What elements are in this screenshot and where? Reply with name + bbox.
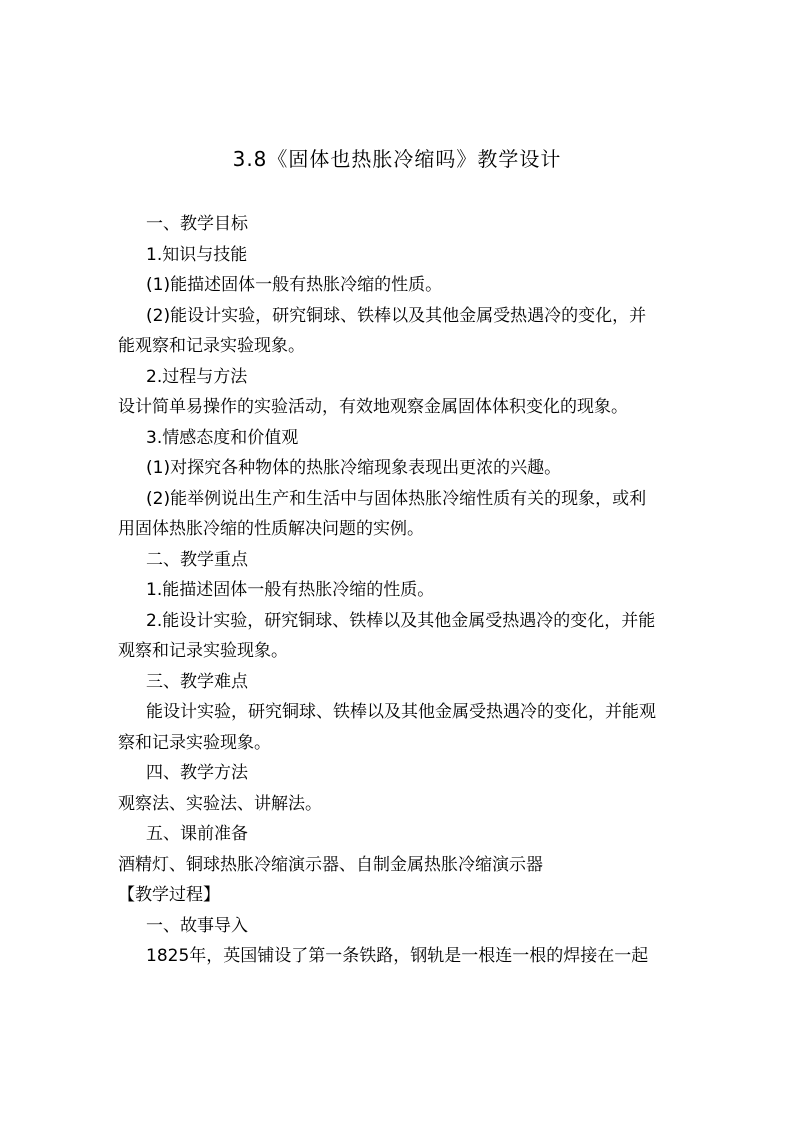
document-body — [118, 209, 698, 972]
subheading-story-intro: 一、故事导入 — [146, 915, 248, 936]
paragraph: (1)能描述固体一般有热胀冷缩的性质。 — [146, 275, 443, 295]
section-heading-key-points: 二、教学重点 — [146, 549, 248, 570]
paragraph-continuation: 察和记录实验现象。 — [118, 732, 271, 753]
section-heading-difficulties: 三、教学难点 — [146, 671, 248, 692]
paragraph-continuation: 观察和记录实验现象。 — [118, 641, 288, 661]
subheading-attitudes-values: 3.情感态度和价值观 — [146, 427, 299, 448]
paragraph: 1825年，英国铺设了第一条铁路，钢轨是一根连一根的焊接在一起 — [146, 946, 649, 966]
section-heading-methods: 四、教学方法 — [146, 763, 248, 783]
paragraph: (2)能举例说出生产和生活中与固体热胀冷缩性质有关的现象，或利 — [146, 488, 647, 509]
paragraph: 设计简单易操作的实验活动，有效地观察金属固体体积变化的现象。 — [118, 397, 628, 417]
paragraph-continuation: 能观察和记录实验现象。 — [118, 336, 305, 356]
paragraph: 能设计实验，研究铜球、铁棒以及其他金属受热遇冷的变化，并能观 — [146, 702, 656, 722]
subheading-process-methods: 2.过程与方法 — [146, 366, 248, 387]
paragraph: (2)能设计实验，研究铜球、铁棒以及其他金属受热遇冷的变化，并 — [146, 305, 647, 326]
paragraph: 观察法、实验法、讲解法。 — [118, 793, 322, 814]
paragraph: (1)对探究各种物体的热胀冷缩现象表现出更浓的兴趣。 — [146, 458, 562, 478]
document-title: 3.8《固体也热胀冷缩吗》教学设计 — [232, 147, 562, 171]
section-heading-preparation: 五、课前准备 — [146, 824, 248, 844]
paragraph: 酒精灯、铜球热胀冷缩演示器、自制金属热胀冷缩演示器 — [118, 854, 543, 875]
subheading-knowledge-skills: 1.知识与技能 — [146, 244, 248, 265]
paragraph-continuation: 用固体热胀冷缩的性质解决问题的实例。 — [118, 519, 424, 539]
section-heading-process: 【教学过程】 — [118, 885, 220, 905]
paragraph: 2.能设计实验，研究铜球、铁棒以及其他金属受热遇冷的变化，并能 — [146, 610, 656, 631]
paragraph: 1.能描述固体一般有热胀冷缩的性质。 — [146, 580, 435, 600]
section-heading-objectives: 一、教学目标 — [146, 214, 248, 234]
